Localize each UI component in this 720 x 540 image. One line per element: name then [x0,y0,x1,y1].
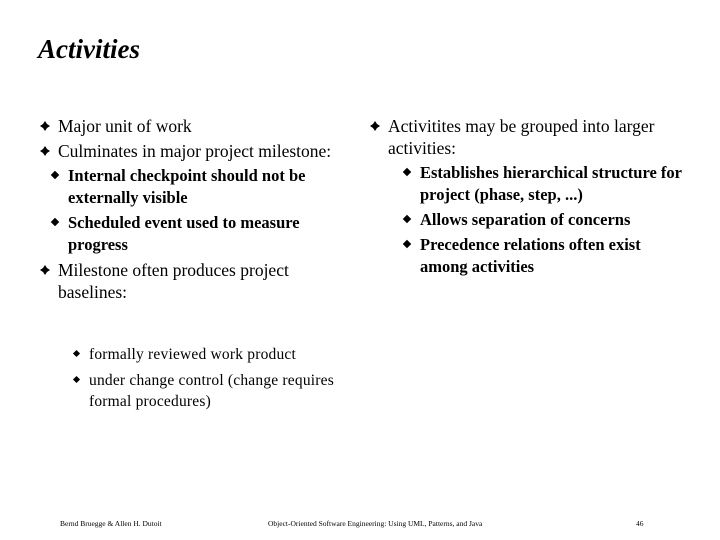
fleur-bullet-icon [38,119,52,133]
fleur-bullet-icon [38,144,52,158]
sub-bullet-item [36,165,346,209]
footer-author: Bernd Bruegge & Allen H. Dutoit [60,519,162,528]
sub-bullet-item [36,212,346,256]
right-column [366,115,686,281]
sub-bullet-text: Precedence relations often exist among activities [420,235,641,276]
sub-bullet-text: Establishes hierarchical structure for project (phase, step, ...) [420,163,682,204]
slide-title: Activities [38,34,140,64]
diamond-bullet-icon [73,376,80,383]
sub-bullet-item [366,162,686,206]
left-tail-subitems [36,344,366,417]
sub-bullet-text: Allows separation of concerns [420,210,631,229]
bullet-text: Activitites may be grouped into larger activities: [388,116,655,158]
bullet-item [366,115,686,159]
bullet-item [36,259,346,303]
sub-bullet-text: Internal checkpoint should not be externally visible [68,166,306,207]
bullet-item [36,115,346,137]
footer-page-number: 46 [636,519,644,528]
sub-bullet-text: under change control (change requires formal procedures) [89,372,334,410]
diamond-bullet-icon [73,350,80,357]
diamond-bullet-icon [51,171,59,179]
sub-bullet-item [36,344,366,365]
left-column [36,115,346,306]
sub-bullet-item [366,209,686,231]
bullet-text: Major unit of work [58,116,192,136]
fleur-bullet-icon [38,263,52,277]
bullet-text: Milestone often produces project baselines: [58,260,289,302]
diamond-bullet-icon [403,215,411,223]
bullet-item [36,140,346,162]
fleur-bullet-icon [368,119,382,133]
diamond-bullet-icon [51,218,59,226]
diamond-bullet-icon [403,168,411,176]
bullet-text: Culminates in major project milestone: [58,141,332,161]
diamond-bullet-icon [403,240,411,248]
sub-bullet-text: formally reviewed work product [89,346,297,363]
sub-bullet-text: Scheduled event used to measure progress [68,213,300,254]
footer-book-title: Object-Oriented Software Engineering: Using UML, Patterns, and Java [268,519,483,528]
sub-bullet-item [366,234,686,278]
sub-bullet-item [36,370,366,412]
